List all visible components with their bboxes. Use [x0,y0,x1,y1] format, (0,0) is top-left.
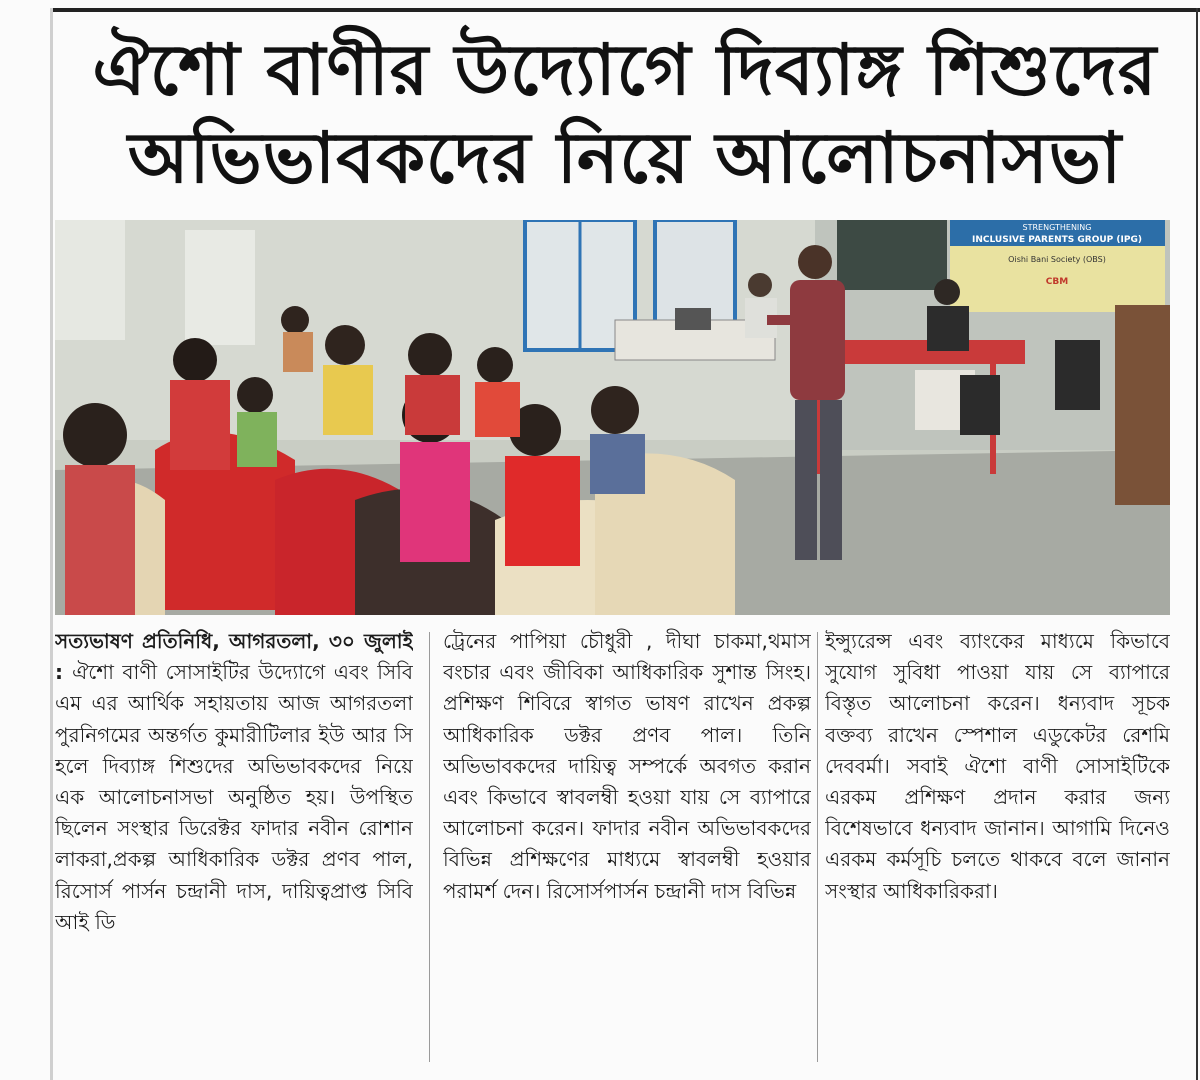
column-3-text: ইন্স্যুরেন্স এবং ব্যাংকের মাধ্যমে কিভাবে সুযোগ সুবিধা পাওয়া যায় সে ব্যাপারে বিস্তৃত আলোচনা করেন। ধন্যবাদ সূচক বক্তব্য রাখেন স্পেশাল এডুকেটর রেশমি দেববর্মা। সবাই ঐশো বাণী সোসাইটিকে এরকম প্রশিক্ষণ প্রদান করার জন্য বিশেষভাবে ধন্যবাদ জানান। আগামি দিনেও এরকম কর্মসূচি চলতে থাকবে বলে জানান সংস্থার আধিকারিকরা। [825,629,1170,903]
event-banner [950,220,1165,312]
article-body [55,626,1175,1071]
left-border [50,8,53,1080]
headline [62,26,1188,202]
banner-line-4: CBM [1045,277,1069,287]
column-2-text: ট্রেনের পাপিয়া চৌধুরী , দীঘা চাকমা,থমাস বংচার এবং জীবিকা আধিকারিক সুশান্ত সিংহ। প্রশিক্ষণ শিবিরে স্বাগত ভাষণ রাখেন প্রকল্প আধিকারিক ডক্টর প্রণব পাল। তিনি অভিভাবকদের দায়িত্ব সম্পর্কে অবগত করান এবং কিভাবে স্বাবলম্বী হওয়া যায় সে ব্যাপারে আলোচনা করেন। ফাদার নবীন অভিভাবকদের বিভিন্ন প্রশিক্ষণের মাধ্যমে স্বাবলম্বী হওয়ার পরামর্শ দেন। রিসোর্সপার্সন চন্দ্রানী দাস বিভিন্ন [443,629,811,903]
banner-line-2: INCLUSIVE PARENTS GROUP (IPG) [972,235,1142,245]
news-photo [55,220,1170,615]
headline-line-1: ঐশো বাণীর উদ্যোগে দিব্যাঙ্গ শিশুদের [92,29,1158,111]
banner-line-3: Oishi Bani Society (OBS) [1008,255,1106,264]
dateline: সত্যভাষণ প্রতিনিধি, আগরতলা, ৩০ জুলাই : [55,629,413,685]
article-column-1 [55,626,413,1071]
article-column-2 [443,626,811,1071]
column-divider-1 [429,632,430,1062]
headline-line-2: অভিভাবকদের নিয়ে আলোচনাসভা [127,117,1123,199]
top-rule [50,8,1200,12]
banner-line-1: STRENGTHENING [1022,223,1092,232]
column-divider-2 [817,632,818,1062]
right-border [1196,8,1198,1080]
column-1-text: ঐশো বাণী সোসাইটির উদ্যোগে এবং সিবি এম এর আর্থিক সহায়তায় আজ আগরতলা পুরনিগমের অন্তর্গত কুমারীটিলার ইউ আর সি হলে দিব্যাঙ্গ শিশুদের অভিভাবকদের নিয়ে এক আলোচনাসভা অনুষ্ঠিত হয়। উপস্থিত ছিলেন সংস্থার ডিরেক্টর ফাদার নবীন রোশান লাকরা,প্রকল্প আধিকারিক ডক্টর প্রণব পাল, রিসোর্স পার্সন চন্দ্রানী দাস, দায়িত্বপ্রাপ্ত সিবি আই ডি [55,660,413,934]
article-column-3 [825,626,1170,1071]
